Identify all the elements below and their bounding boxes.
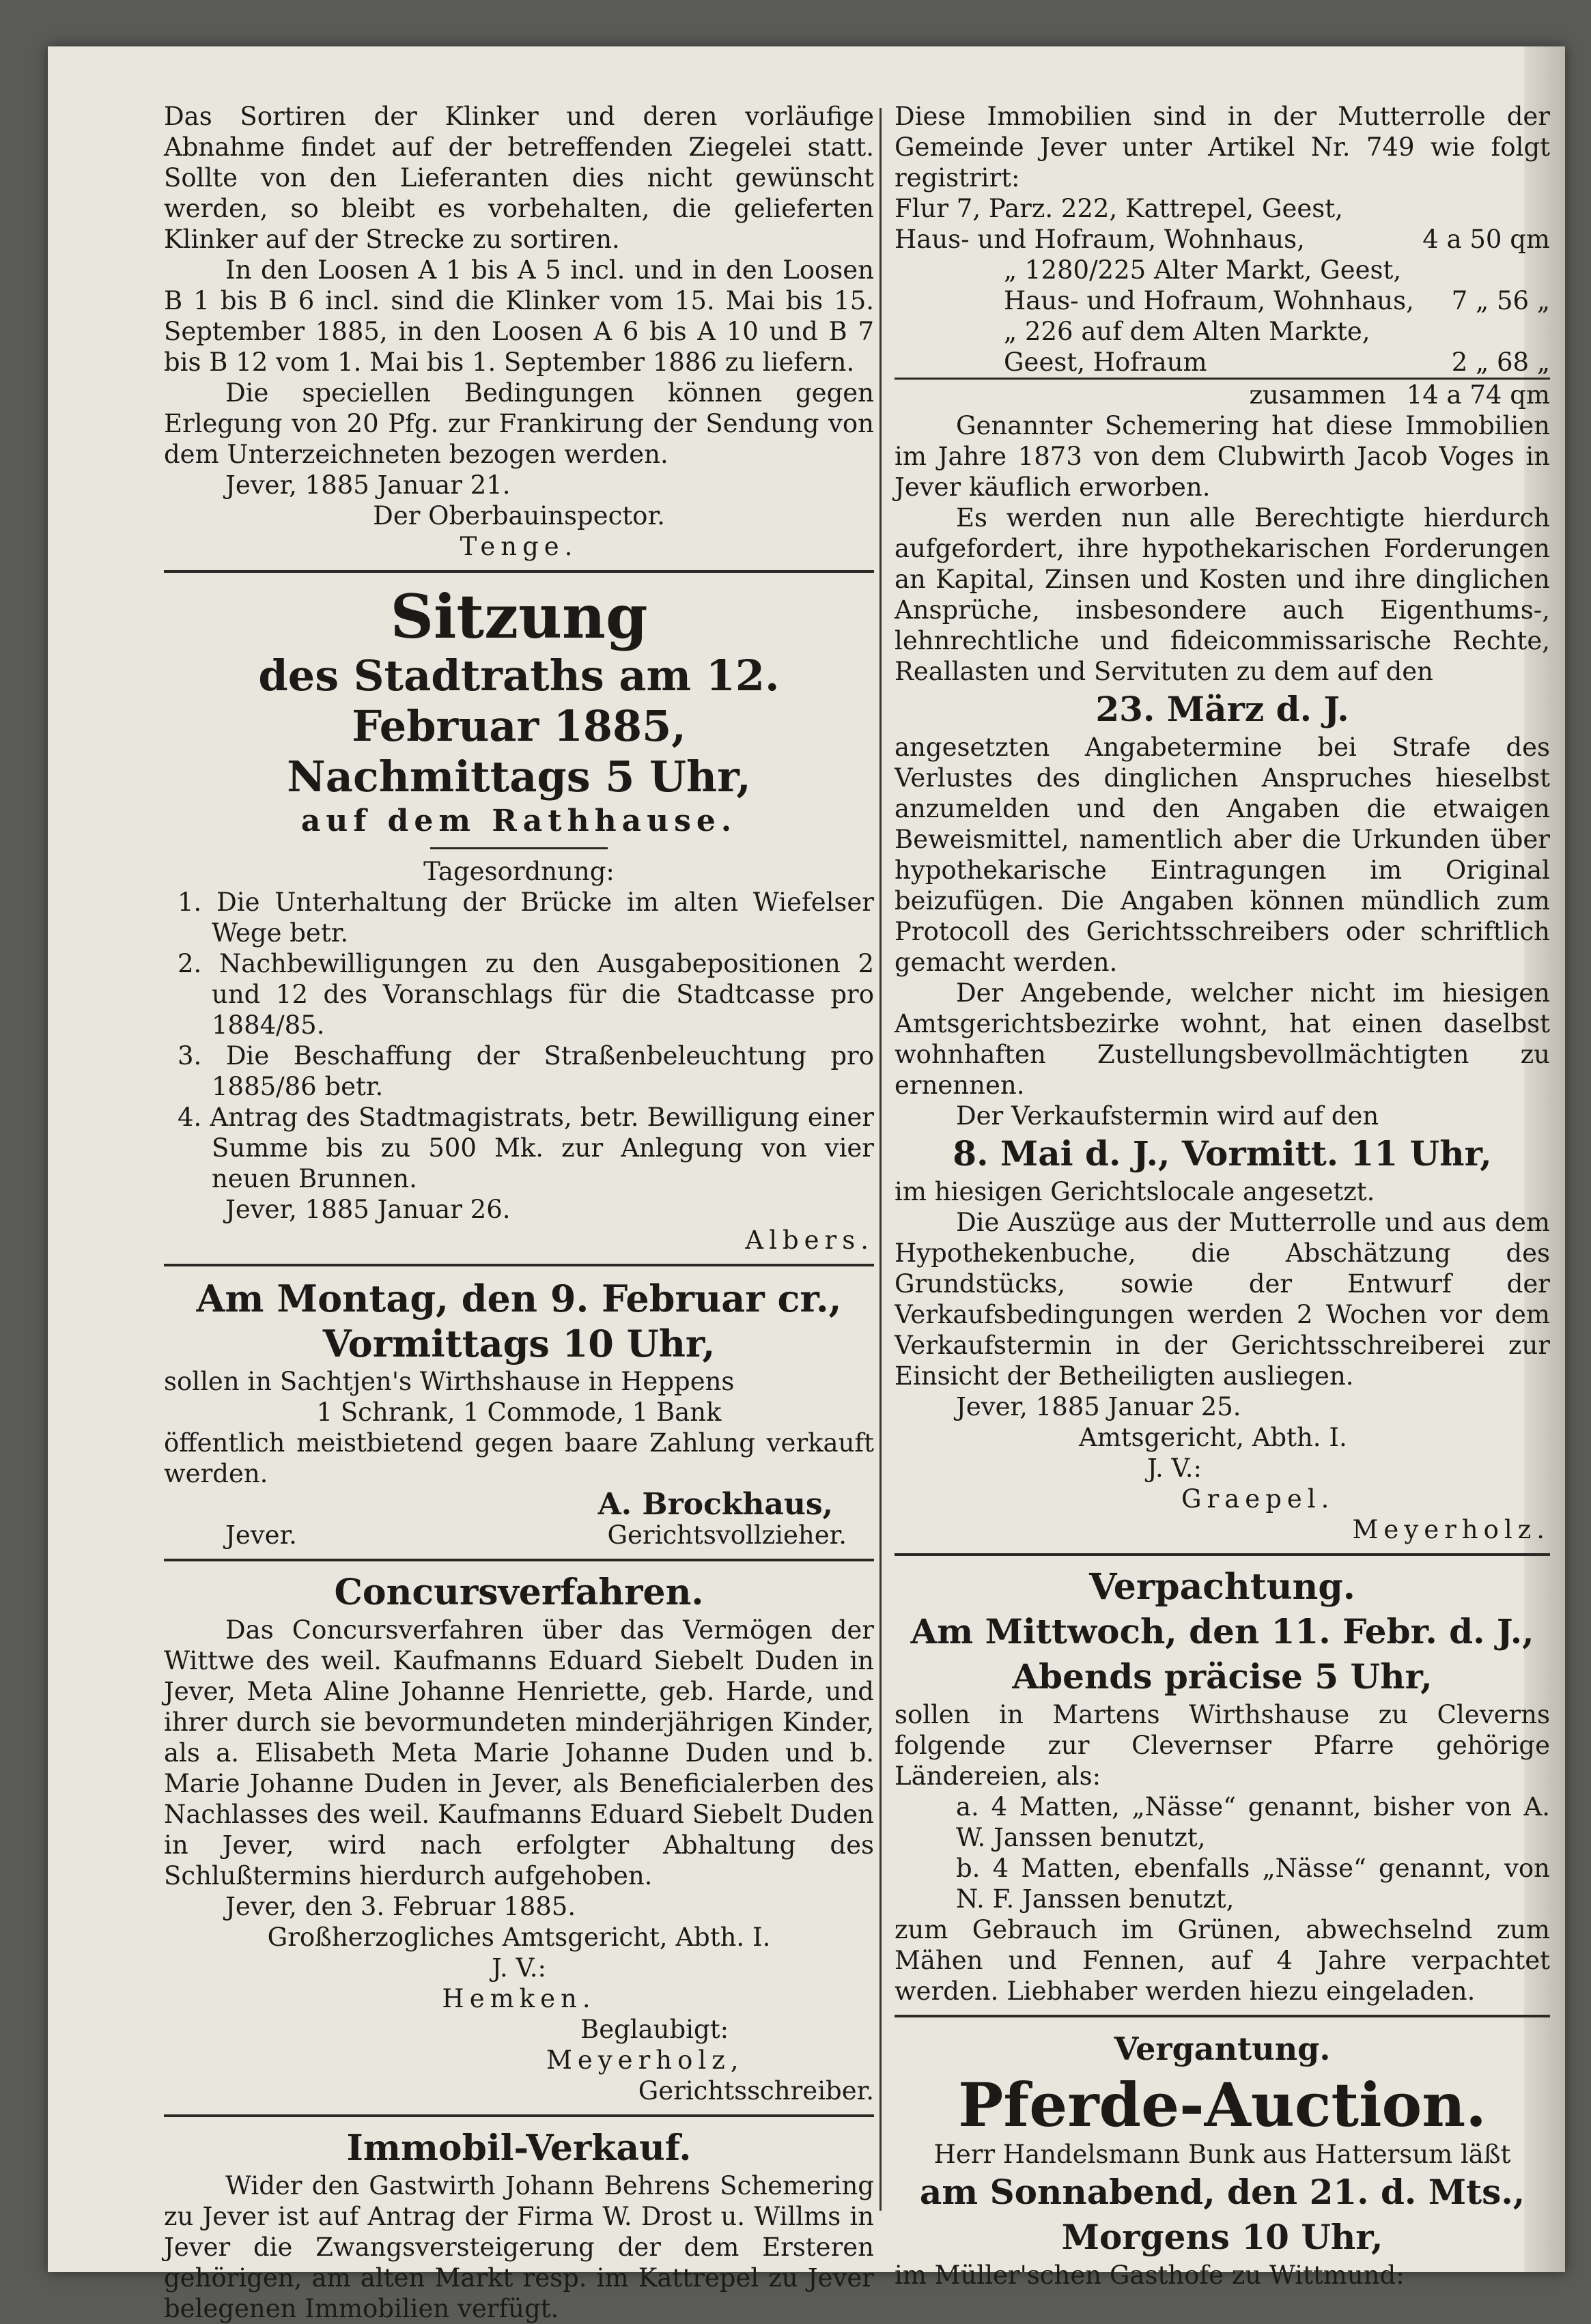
section-title: Concursverfahren. <box>334 1572 704 1613</box>
newspaper-page <box>48 46 1565 2323</box>
short-rule <box>430 847 608 849</box>
signature: A. Brockhaus, <box>597 1487 833 1522</box>
section-title: Sitzung <box>390 581 648 652</box>
section-title: Pferde-Auction. <box>958 2069 1487 2140</box>
iv-line: J. V.: <box>1147 1454 1202 1483</box>
section-rule <box>895 1553 1550 1556</box>
paragraph: In den Loosen A 1 bis A 5 incl. und in den Loosen B 1 bis B 6 incl. sind die Klinker vom 15. Mai bis 15. September 1885, in den Loosen A 6 bis A 10 und B 7 bis B 12 vom 1. Mai bis 1. September 1886 zu liefern. <box>164 255 874 377</box>
section-rule <box>164 570 874 573</box>
total-area: 14 a 74 qm <box>1406 380 1550 410</box>
property-total-row <box>895 380 1550 410</box>
paragraph: Die Auszüge aus der Mutterrolle und aus dem Hypothekenbuche, die Abschätzung des Grundstücks, sowie der Entwurf der Verkaufsbedingungen werden 2 Wochen vor dem Verkaufstermin in der Gerichtsschreiberei zur Einsicht der Betheiligten ausliegen. <box>895 1208 1550 1391</box>
paragraph: Wider den Gastwirth Johann Behrens Schemering zu Jever ist auf Antrag der Firma W. Drost u. Willms in Jever die Zwangsversteigerung der dem Ersteren gehörigen, am alten Markt resp. im Kattrepel zu Jever belegenen Immobilien verfügt. <box>164 2171 874 2323</box>
section-rule <box>895 2015 1550 2017</box>
headline-line: Vormittags 10 Uhr, <box>322 1322 716 1365</box>
list-item: 1. Die Unterhaltung der Brücke im alten Wiefelser Wege betr. <box>178 888 874 948</box>
section-title: Verpachtung. <box>1089 1566 1355 1608</box>
paragraph: Der Verkaufstermin wird auf den <box>956 1101 1379 1131</box>
certified-name: Meyerholz, <box>546 2045 744 2075</box>
date-highlight: 8. Mai d. J., Vormitt. 11 Uhr, <box>953 1133 1492 1174</box>
paragraph: Der Angebende, welcher nicht im hiesigen Amtsgerichtsbezirke wohnt, hat einen daselbst wohnhaften Zustellungsbevollmächtigten zu ernennen. <box>895 978 1550 1100</box>
column-divider <box>879 108 882 2211</box>
section-title: Immobil-Verkauf. <box>346 2127 692 2169</box>
paragraph: Genannter Schemering hat diese Immobilien im Jahre 1873 von dem Clubwirth Jacob Voges in Jever käuflich erworben. <box>895 411 1550 502</box>
property-description: „ 226 auf dem Alten Markte, Geest, Hofraum <box>1004 317 1370 377</box>
list-item: a. 4 Matten, „Nässe“ genannt, bisher von A. W. Janssen benutzt, <box>956 1792 1550 1852</box>
paragraph: 1 Schrank, 1 Commode, 1 Bank <box>316 1398 722 1427</box>
property-row <box>895 255 1550 316</box>
headline-line: Abends präcise 5 Uhr, <box>1012 1656 1433 1697</box>
date-line: Jever, 1885 Januar 26. <box>225 1195 511 1224</box>
signature: Tenge. <box>460 532 578 561</box>
signature-row <box>164 1520 874 1550</box>
headline-line: am Sonnabend, den 21. d. Mts., <box>919 2172 1525 2212</box>
total-label: zusammen <box>1249 380 1386 410</box>
signature: Meyerholz. <box>1352 1515 1550 1544</box>
signature: Hemken. <box>442 1984 596 2013</box>
list-item: 3. Die Beschaffung der Straßenbeleuchtung pro 1885/86 betr. <box>178 1041 874 1101</box>
date-line: Jever, 1885 Januar 25. <box>956 1392 1241 1421</box>
paragraph: Herr Handelsmann Bunk aus Hattersum läßt <box>933 2140 1511 2169</box>
paragraph: Diese Immobilien sind in der Mutterrolle der Gemeinde Jever unter Artikel Nr. 749 wie folgt registrirt: <box>895 102 1550 193</box>
section-rule <box>164 1559 874 1561</box>
paragraph: Das Sortiren der Klinker und deren vorläufige Abnahme findet auf der betreffenden Ziegelei statt. Sollte von den Lieferanten dies nicht gewünscht werden, so bleibt es vorbehalten, die gelieferten Klinker auf der Strecke zu sortiren. <box>164 102 874 254</box>
left-column <box>164 101 874 2324</box>
court-line: Amtsgericht, Abth. I. <box>1079 1423 1347 1452</box>
paragraph: Es werden nun alle Berechtigte hierdurch aufgefordert, ihre hypothekarischen Forderungen an Kapital, Zinsen und Kosten und ihre dinglichen Ansprüche, insbesondere auch Eigenthums-, lehnrechtliche und fideicommissarische Rechte, Reallasten und Servituten zu dem auf den <box>895 503 1550 686</box>
paragraph: öffentlich meistbietend gegen baare Zahlung verkauft werden. <box>164 1428 874 1488</box>
paragraph: angesetzten Angabetermine bei Strafe des Verlustes des dinglichen Anspruches hieselbst anzumelden und den Angaben die etwaigen Beweismittel, namentlich aber die Urkunden über hypothekarische Eintragungen im Original beizufügen. Die Angaben können mündlich zum Protocoll des Gerichtsschreibers oder schriftlich gemacht werden. <box>895 733 1550 977</box>
property-area: 7 „ 56 „ <box>1451 286 1550 315</box>
paragraph: Das Concursverfahren über das Vermögen der Wittwe des weil. Kaufmanns Eduard Siebelt Duden in Jever, Meta Aline Johanne Henriette, geb. Harde, und ihrer durch sie bevormundeten minderjährigen Kinder, als a. Elisabeth Meta Marie Johanne Duden und b. Marie Johanne Duden in Jever, als Beneficialerben des Nachlasses des weil. Kaufmanns Eduard Siebelt Duden in Jever, wird nach erfolgter Abhaltung des Schlußtermins hierdurch aufgehoben. <box>164 1615 874 1890</box>
agenda-list <box>164 887 874 1194</box>
paragraph: sollen in Martens Wirthshause zu Cleverns folgende zur Clevernser Pfarre gehörige Ländereien, als: <box>895 1700 1550 1791</box>
paragraph: sollen in Sachtjen's Wirthshause in Heppens <box>164 1367 735 1396</box>
section-rule <box>164 1264 874 1266</box>
list-item: 4. Antrag des Stadtmagistrats, betr. Bewilligung einer Summe bis zu 500 Mk. zur Anlegung von vier neuen Brunnen. <box>178 1103 874 1193</box>
certified-line: Beglaubigt: <box>580 2015 729 2044</box>
paragraph: Die speciellen Bedingungen können gegen Erlegung von 20 Pfg. zur Frankirung der Sendung von dem Unterzeichneten bezogen werden. <box>164 378 874 469</box>
signature: Graepel. <box>1181 1484 1335 1514</box>
paragraph: zum Gebrauch im Grünen, abwechselnd zum Mähen und Fennen, auf 4 Jahre verpachtet werden. Liebhaber werden hiezu eingeladen. <box>895 1915 1550 2006</box>
headline-line: Morgens 10 Uhr, <box>1061 2217 1383 2257</box>
paragraph: im hiesigen Gerichtslocale angesetzt. <box>895 1177 1375 1206</box>
property-area: 4 a 50 qm <box>1422 225 1550 254</box>
paragraph: im Müller'schen Gasthofe zu Wittmund: <box>895 2261 1405 2290</box>
property-area: 2 „ 68 „ <box>1451 348 1550 377</box>
right-column <box>895 101 1550 2291</box>
date-line: Jever, 1885 Januar 21. <box>225 470 511 500</box>
headline-line: Am Montag, den 9. Februar cr., <box>196 1277 842 1320</box>
signature: Albers. <box>745 1225 874 1255</box>
property-row <box>895 193 1550 255</box>
office-line: Der Oberbauinspector. <box>373 501 665 530</box>
property-row <box>895 316 1550 380</box>
list-item: 2. Nachbewilligungen zu den Ausgabepositionen 2 und 12 des Voranschlags für die Stadtcasse pro 1884/85. <box>178 949 874 1040</box>
iv-line: J. V.: <box>492 1953 546 1983</box>
list-item: b. 4 Matten, ebenfalls „Nässe“ genannt, von N. F. Janssen benutzt, <box>956 1854 1550 1914</box>
section-rule <box>164 2114 874 2117</box>
section-title: Vergantung. <box>1114 2030 1331 2067</box>
headline-line: Nachmittags 5 Uhr, <box>287 752 751 802</box>
headline-line: des Stadtraths am 12. Februar 1885, <box>258 651 780 751</box>
headline-line: auf dem Rathhause. <box>300 804 737 838</box>
date-highlight: 23. März d. J. <box>1095 689 1349 729</box>
place-line: Jever. <box>225 1520 297 1550</box>
certified-office: Gerichtsschreiber. <box>638 2076 874 2106</box>
court-line: Großherzogliches Amtsgericht, Abth. I. <box>267 1923 771 1952</box>
headline-line: Am Mittwoch, den 11. Febr. d. J., <box>910 1611 1534 1652</box>
property-description: „ 1280/225 Alter Markt, Geest, Haus- und Hofraum, Wohnhaus, <box>1004 255 1414 315</box>
property-description: Flur 7, Parz. 222, Kattrepel, Geest, Haus- und Hofraum, Wohnhaus, <box>895 194 1343 254</box>
date-line: Jever, den 3. Februar 1885. <box>225 1892 576 1921</box>
agenda-title: Tagesordnung: <box>423 857 615 886</box>
office-line: Gerichtsvollzieher. <box>607 1520 847 1550</box>
